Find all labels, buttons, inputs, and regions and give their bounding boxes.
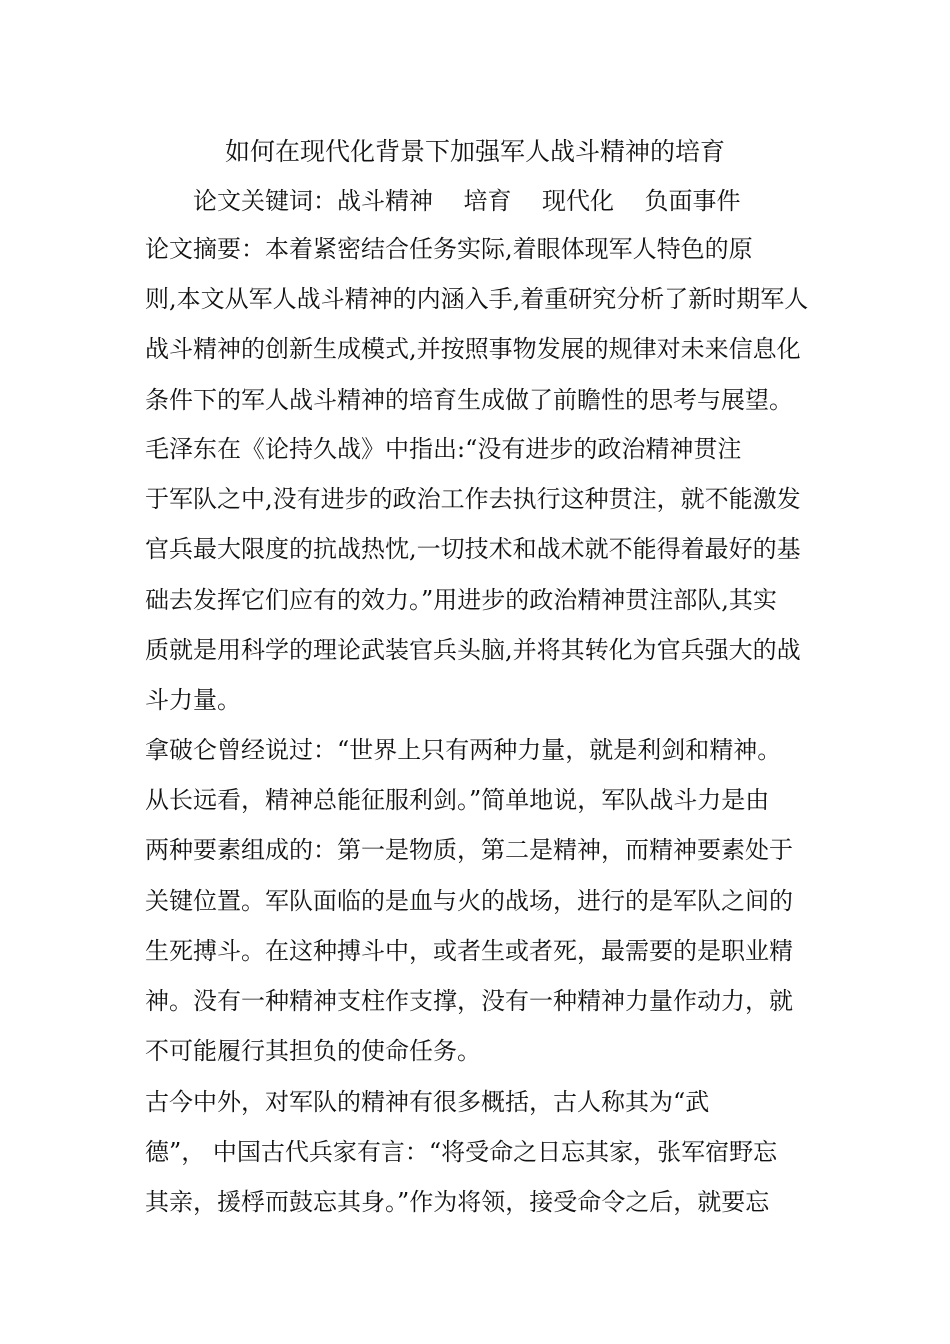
text-line: 关键位置。军队面临的是血与火的战场，进行的是军队之间的 [145, 886, 793, 915]
text-line: 条件下的军人战斗精神的培育生成做了前瞻性的思考与展望。 [145, 385, 793, 414]
keywords-line: 论文关键词：战斗精神 培育 现代化 负面事件 [193, 187, 741, 215]
text-line: 拿破仑曾经说过：“世界上只有两种力量，就是利剑和精神。 [145, 736, 782, 764]
text-line: 生死搏斗。在这种搏斗中，或者生或者死，最需要的是职业精 [145, 936, 793, 965]
text-line: 战斗精神的创新生成模式,并按照事物发展的规律对未来信息化 [145, 335, 801, 364]
body-paragraph-ancient [145, 1077, 815, 1228]
text-line: 斗力量。 [145, 686, 241, 715]
text-line: 质就是用科学的理论武装官兵头脑,并将其转化为官兵强大的战 [145, 635, 801, 664]
text-line: 官兵最大限度的抗战热忱,一切技术和战术就不能得着最好的基 [145, 535, 801, 564]
text-line: 两种要素组成的：第一是物质，第二是精神，而精神要素处于 [145, 836, 793, 865]
text-line: 则,本文从军人战斗精神的内涵入手,着重研究分析了新时期军人 [145, 285, 809, 314]
text-line: 神。没有一种精神支柱作支撑，没有一种精神力量作动力，就 [145, 987, 793, 1016]
document-title: 如何在现代化背景下加强军人战斗精神的培育 [224, 137, 725, 166]
text-line: 论文摘要：本着紧密结合任务实际,着眼体现军人特色的原 [145, 235, 753, 263]
text-line: 古今中外，对军队的精神有很多概括，古人称其为“武 [145, 1088, 710, 1116]
text-line: 础去发挥它们应有的效力。”用进步的政治精神贯注部队,其实 [145, 585, 777, 614]
abstract-paragraph [145, 224, 815, 425]
text-line: 于军队之中,没有进步的政治工作去执行这种贯注，就不能激发 [145, 485, 801, 514]
text-line: 不可能履行其担负的使命任务。 [145, 1037, 481, 1066]
body-paragraph-napoleon [145, 725, 815, 1076]
text-line: 德”， 中国古代兵家有言：“将受命之日忘其家，张军宿野忘 [145, 1138, 778, 1167]
text-line: 其亲，援桴而鼓忘其身。”作为将领，接受命令之后，就要忘 [145, 1188, 770, 1217]
text-line: 从长远看，精神总能征服利剑。”简单地说，军队战斗力是由 [145, 786, 770, 815]
body-paragraph-mao [145, 424, 815, 725]
text-line: 毛泽东在《论持久战》中指出:“没有进步的政治精神贯注 [145, 435, 742, 463]
